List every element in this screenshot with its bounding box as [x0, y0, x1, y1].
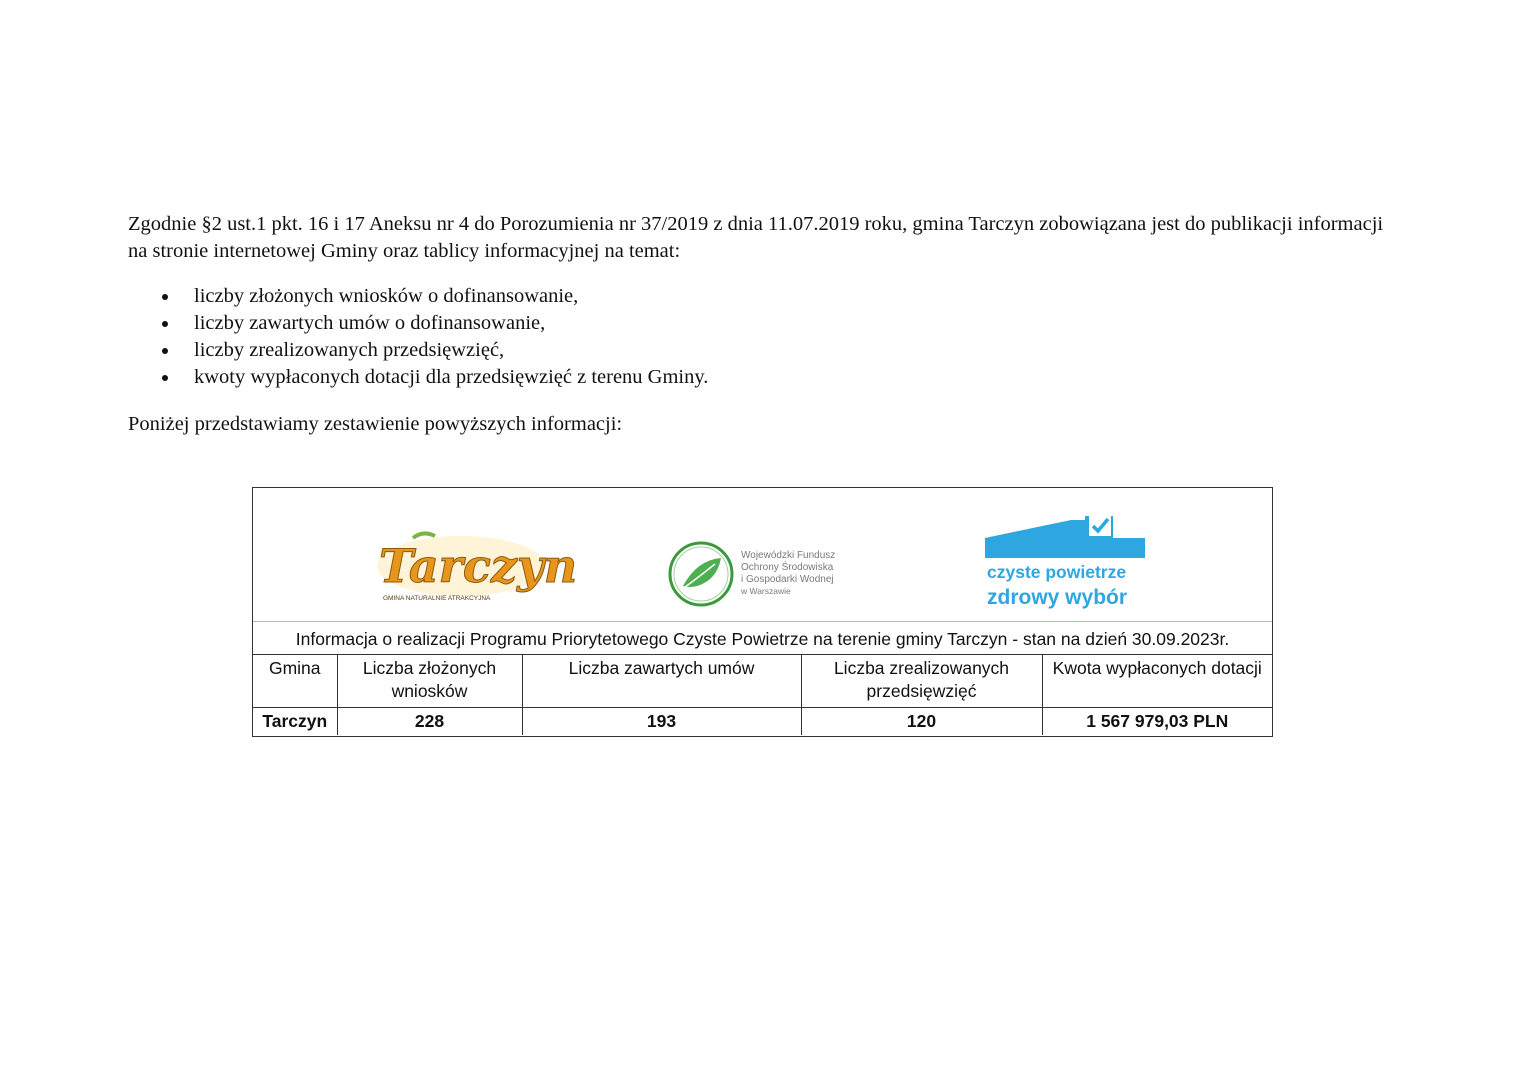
logo-divider [253, 621, 1272, 622]
wfosigw-line-2: Ochrony Środowiska [741, 562, 834, 573]
logo-band [253, 488, 1272, 622]
table-cell: 1 567 979,03 PLN [1042, 708, 1272, 736]
summary-paragraph: Poniżej przedstawiamy zestawienie powyższych informacji: [128, 413, 623, 435]
wfosigw-line-3: i Gospodarki Wodnej [741, 574, 834, 585]
list-item: liczby zawartych umów o dofinansowanie, [160, 310, 708, 337]
header-cell: Liczba zrealizowanych przedsięwzięć [801, 655, 1042, 708]
header-cell: Liczba zawartych umów [522, 655, 801, 708]
intro-paragraph: Zgodnie §2 ust.1 pkt. 16 i 17 Aneksu nr 4 do Porozumienia nr 37/2019 z dnia 11.07.2019 roku, gmina Tarczyn zobowiązana jest do publikacji informacji na stronie internetowej Gminy oraz tablicy informacyjnej na temat: [128, 213, 1384, 262]
czyste-powietrze-logo [981, 514, 1147, 622]
info-table-box [252, 487, 1273, 737]
table-header-row [253, 655, 1272, 708]
tarczyn-logo-wordmark: Tarczyn [379, 539, 578, 593]
header-cell: Liczba złożonych wniosków [337, 655, 522, 708]
list-item: kwoty wypłaconych dotacji dla przedsięwzięć z terenu Gminy. [160, 364, 708, 391]
tarczyn-logo-tagline: GMINA NATURALNIE ATRAKCYJNA [383, 595, 491, 602]
tarczyn-logo [373, 530, 578, 610]
table-caption: Informacja o realizacji Programu Priorytetowego Czyste Powietrze na terenie gminy Tarczyn - stan na dzień 30.09.2023r. [253, 623, 1272, 655]
czyste-line-1: czyste powietrze [987, 562, 1127, 582]
wfosigw-line-4: w Warszawie [741, 586, 791, 596]
table-row [253, 708, 1272, 736]
data-table [253, 655, 1272, 735]
wfosigw-line-1: Wojewódzki Fundusz [741, 550, 836, 561]
list-item: liczby zrealizowanych przedsięwzięć, [160, 337, 708, 364]
czyste-line-2: zdrowy wybór [987, 586, 1128, 609]
table-cell: 228 [337, 708, 522, 736]
header-cell: Kwota wypłaconych dotacji [1042, 655, 1272, 708]
header-cell: Gmina [253, 655, 337, 708]
list-item: liczby złożonych wniosków o dofinansowanie, [160, 283, 708, 310]
info-bullet-list [160, 283, 708, 391]
table-cell: 120 [801, 708, 1042, 736]
wfosigw-logo [667, 540, 867, 610]
leaf-icon [413, 533, 435, 538]
table-cell: Tarczyn [253, 708, 337, 736]
table-cell: 193 [522, 708, 801, 736]
